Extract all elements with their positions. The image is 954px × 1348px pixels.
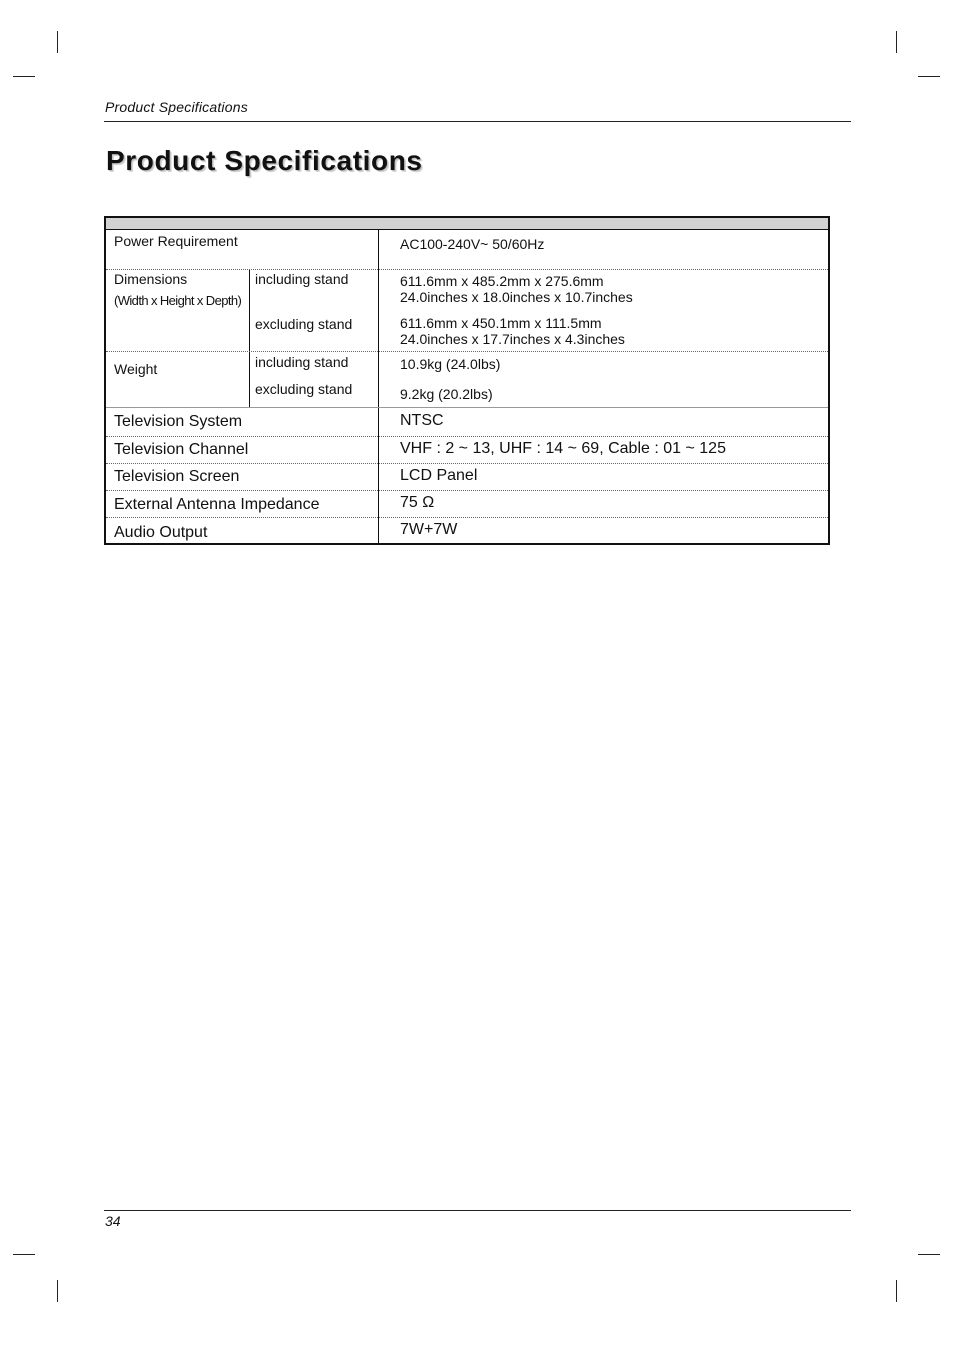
column-divider [378,230,379,545]
crop-mark [918,1254,940,1255]
dimensions-including-imperial: 24.0inches x 18.0inches x 10.7inches [400,289,633,305]
crop-mark [896,31,897,53]
crop-mark [896,1280,897,1302]
tv-screen-value: LCD Panel [400,467,478,484]
tv-screen-label: Television Screen [114,468,240,485]
page-title: Product Specifications [106,145,423,176]
weight-excluding-value: 9.2kg (20.2lbs) [400,386,493,402]
header-rule [104,121,851,122]
table-header-band [106,218,828,230]
weight-label: Weight [114,361,158,377]
tv-channel-label: Television Channel [114,441,249,458]
antenna-label: External Antenna Impedance [114,496,320,513]
row-separator [106,517,828,518]
row-separator [106,407,828,408]
weight-excluding-label: excluding stand [255,381,353,397]
row-separator [106,436,828,437]
crop-mark [13,76,35,77]
crop-mark [918,76,940,77]
dimensions-sublabel: (Width x Height x Depth) [114,293,242,308]
sub-column-divider [249,269,250,407]
tv-system-value: NTSC [400,412,444,429]
dimensions-excluding-label: excluding stand [255,316,353,332]
weight-including-label: including stand [255,354,349,370]
dimensions-excluding-metric: 611.6mm x 450.1mm x 111.5mm [400,315,602,331]
dimensions-including-label: including stand [255,271,349,287]
footer-rule [104,1210,851,1211]
crop-mark [57,1280,58,1302]
dimensions-excluding-imperial: 24.0inches x 17.7inches x 4.3inches [400,331,625,347]
crop-mark [13,1254,35,1255]
power-label: Power Requirement [114,233,238,249]
power-value: AC100-240V~ 50/60Hz [400,236,545,252]
row-separator [106,463,828,464]
page-number: 34 [105,1213,121,1229]
dimensions-including-metric: 611.6mm x 485.2mm x 275.6mm [400,273,604,289]
audio-value: 7W+7W [400,521,458,538]
weight-including-value: 10.9kg (24.0lbs) [400,356,501,372]
row-separator [106,269,828,270]
tv-system-label: Television System [114,413,243,430]
crop-mark [57,31,58,53]
dimensions-label: Dimensions [114,271,188,287]
audio-label: Audio Output [114,524,208,541]
row-separator [106,351,828,352]
antenna-value: 75 Ω [400,494,435,511]
spec-table [104,216,830,545]
running-header: Product Specifications [105,99,248,115]
tv-channel-value: VHF : 2 ~ 13, UHF : 14 ~ 69, Cable : 01 ~ 125 [400,440,726,457]
row-separator [106,490,828,491]
